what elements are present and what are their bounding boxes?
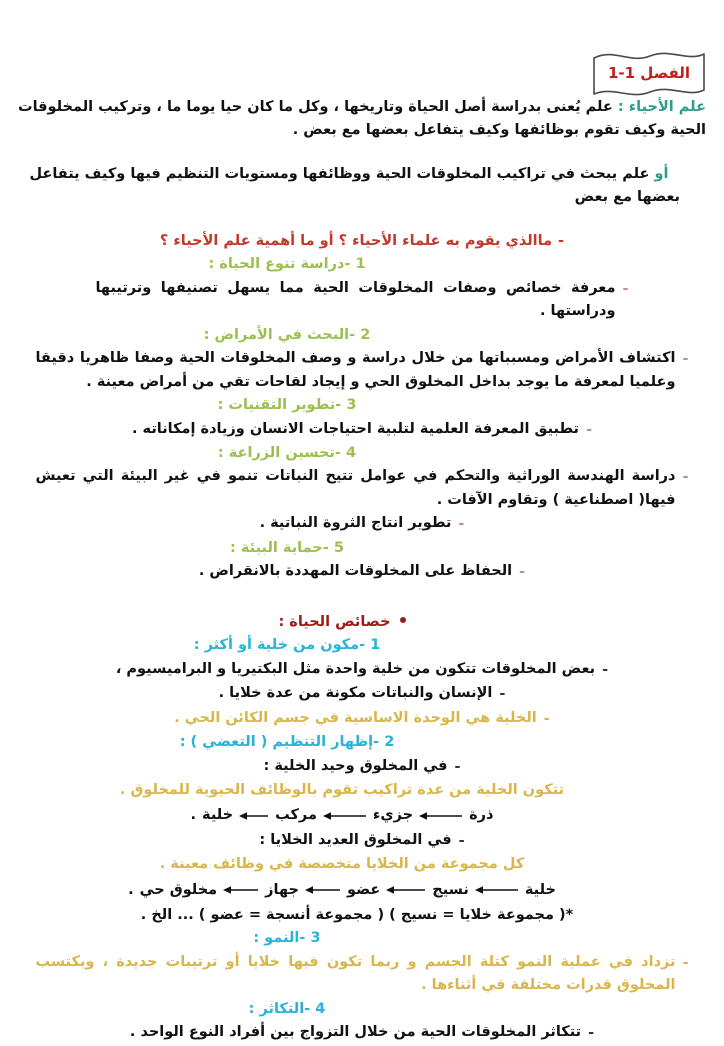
bullet-text: بعض المخلوقات تتكون من خلية واحدة مثل البكتيريا و البراميسيوم ، <box>115 660 596 677</box>
chain-node: مخلوق حي <box>139 881 218 898</box>
bullet-text: في المخلوق العديد الخلايا : <box>259 831 452 848</box>
biology-role-item-4-bullet-1 <box>18 465 706 512</box>
biology-role-item-5-bullet-1 <box>18 560 706 584</box>
bullet-text: تطبيق المعرفة العلمية لتلبية احتياجات الانسان وزيادة إمكاناته . <box>131 420 579 437</box>
chapter-banner-label: الفصل 1-1 <box>607 64 691 82</box>
question-heading-dash: - <box>558 232 565 249</box>
bullet-text: اكتشاف الأمراض ومسبباتها من خلال دراسة و وصف المخلوقات الحية وصفا ظاهريا دقيقا وعلميا لمعرفة ما يوجد بداخل المخلوق الحي و إيجاد لقاحات تقي من أمراض معينة . <box>35 350 676 390</box>
biology-role-item-4-title: تحسين الزراعة : <box>217 445 335 461</box>
chain-terminator: . <box>190 807 197 824</box>
bullet-text: تطوير انتاج الثروة النباتية . <box>259 515 452 532</box>
bullet-text: الخلية هي الوحدة الاساسية في جسم الكائن الحي . <box>174 709 537 726</box>
life-trait-2-heading <box>18 731 706 754</box>
intro-definition-paragraph <box>18 96 706 143</box>
chain-terminator: . <box>128 881 134 898</box>
organization-chain-multicellular <box>18 877 706 903</box>
biology-role-item-3-heading <box>18 394 706 417</box>
bullet-dash: - <box>602 661 609 678</box>
life-trait-2-gold-note-2: كل مجموعة من الخلايا متخصصة في وظائف معينة . <box>159 856 525 873</box>
life-trait-4-title: التكاثر : <box>248 1000 305 1017</box>
bullet-text: دراسة الهندسة الوراثية والتحكم في عوامل تتيح النباتات تنمو في غير البيئة التي تعيش فيها( اصطناعية ) وتقاوم الآفات . <box>35 468 676 508</box>
life-trait-2-title: إظهار التنظيم ( التعضي ) : <box>179 734 374 751</box>
biology-role-item-2-number: 2 - <box>349 326 371 343</box>
biology-role-item-5-title: حماية البيئة : <box>230 539 323 556</box>
alternative-definition: علم يبحث في تراكيب المخلوقات الحية ووظائفها ومستويات التنظيم فيها وكيف يتفاعل بعضها مع بعض <box>29 165 680 206</box>
chain-node: جهاز <box>265 881 299 898</box>
bullet-dash: - <box>682 351 689 368</box>
biology-role-item-1-heading <box>18 253 706 276</box>
life-trait-2-number: 2 - <box>373 734 395 751</box>
life-trait-3-heading <box>18 927 706 950</box>
bullet-text: تزداد في عملية النمو كتلة الجسم و ربما تكون فيها خلايا أو ترتيبات جديدة ، ويكتسب المخلوق قدرات مختلفة في أثناءها . <box>35 953 676 994</box>
life-trait-1-title: مكون من خلية أو أكثر : <box>193 637 360 654</box>
chain-node: مركب <box>275 807 317 824</box>
biology-role-item-1-title: دراسة تنوع الحياة : <box>208 256 345 273</box>
bullet-dot-icon <box>400 617 406 623</box>
life-trait-4-number: 4 - <box>304 1000 326 1017</box>
biology-role-item-3-bullet-1 <box>18 418 706 442</box>
biology-role-item-4-heading <box>18 442 706 465</box>
bullet-dash: - <box>519 564 526 581</box>
life-trait-3-number: 3 - <box>299 930 321 947</box>
bullet-dash: - <box>458 832 465 849</box>
life-trait-2-bullet-1 <box>18 755 706 779</box>
bullet-dash: - <box>458 516 465 533</box>
biology-role-item-1-bullet-1 <box>18 277 706 324</box>
life-trait-1-bullet-3 <box>18 707 706 731</box>
biology-role-item-2-title: البحث في الأمراض : <box>203 326 350 343</box>
biology-definition: علم يُعنى بدراسة أصل الحياة وتاريخها ، وكل ما كان حيا يوما ما ، وتركيب المخلوقات الحية وكيف تقوم بوظائفها وكيف يتفاعل بعضها مع بعض . <box>18 99 706 139</box>
bullet-dash: - <box>588 1025 595 1042</box>
arrow-left-icon <box>323 810 367 822</box>
chain-node: خلية <box>202 807 234 824</box>
biology-term: علم الأحياء : <box>617 99 706 115</box>
bullet-text: في المخلوق وحيد الخلية : <box>263 757 448 774</box>
intro-alternative-paragraph <box>18 163 706 210</box>
bullet-dash: - <box>543 710 550 727</box>
chapter-banner <box>588 48 710 100</box>
biology-role-item-4-number: 4 - <box>334 445 357 461</box>
biology-role-item-5-heading <box>18 537 706 560</box>
document-content <box>18 96 706 1046</box>
bullet-dash: - <box>499 686 506 703</box>
arrow-left-icon <box>223 884 259 896</box>
life-trait-2-footnote: *( مجموعة خلايا = نسيج ) ( مجموعة أنسجة = عضو ) ... الخ . <box>140 906 574 923</box>
life-trait-3-title: النمو : <box>253 930 300 947</box>
life-trait-4-bullet-1 <box>18 1021 706 1045</box>
life-trait-3-bullet-1 <box>18 951 706 998</box>
chain-node: خلية <box>524 881 556 898</box>
bullet-dash: - <box>682 469 689 486</box>
question-heading-text: ماالذي يقوم به علماء الأحياء ؟ أو ما أهمية علم الأحياء ؟ <box>159 232 553 249</box>
chain-node: نسيج <box>432 881 469 898</box>
chain-node: جزيء <box>372 807 414 824</box>
bullet-dash: - <box>586 421 593 438</box>
life-trait-1-number: 1 - <box>359 637 381 654</box>
chain-node: ذرة <box>469 807 494 824</box>
alternative-prefix: أو <box>654 165 669 182</box>
organization-chain-unicellular <box>18 802 706 828</box>
bullet-text: الإنسان والنباتات مكونة من عدة خلايا . <box>218 685 493 702</box>
bullet-dash: - <box>682 954 689 971</box>
life-trait-4-heading <box>18 998 706 1021</box>
arrow-left-icon <box>239 810 269 822</box>
bullet-text: تتكاثر المخلوقات الحية من خلال التزواج بين أفراد النوع الواحد . <box>129 1024 582 1041</box>
life-trait-1-bullet-2 <box>18 682 706 706</box>
life-traits-heading-text: خصائص الحياة : <box>278 613 391 630</box>
biology-role-item-2-heading <box>18 324 706 347</box>
biology-role-item-2-bullet-1 <box>18 347 706 394</box>
life-trait-2-bullet-2 <box>18 829 706 853</box>
chain-node: عضو <box>346 881 381 898</box>
biology-role-item-1-number: 1 - <box>344 256 366 273</box>
arrow-left-icon <box>475 884 519 896</box>
life-trait-1-bullet-1 <box>18 658 706 682</box>
biology-role-item-4-bullet-2 <box>18 512 706 536</box>
arrow-left-icon <box>305 884 341 896</box>
arrow-left-icon <box>419 810 463 822</box>
bullet-dash: - <box>622 280 629 297</box>
life-trait-1-heading <box>18 634 706 657</box>
bullet-text: الحفاظ على المخلوقات المهددة بالانقراض . <box>198 563 513 580</box>
life-trait-2-gold-note-1: تتكون الخلية من عدة تراكيب تقوم بالوظائف الحيوية للمخلوق . <box>119 782 565 798</box>
biology-role-item-3-title: تطوير التقنيات : <box>217 397 336 414</box>
bullet-dash: - <box>454 758 461 775</box>
life-traits-heading <box>18 611 706 634</box>
arrow-left-icon <box>386 884 426 896</box>
bullet-text: معرفة خصائص وصفات المخلوقات الحية مما يسهل تصنيفها وترتيبها ودراستها . <box>95 279 616 320</box>
biology-role-item-3-number: 3 - <box>335 397 357 414</box>
question-heading <box>18 230 706 253</box>
biology-role-item-5-number: 5 - <box>322 539 344 556</box>
